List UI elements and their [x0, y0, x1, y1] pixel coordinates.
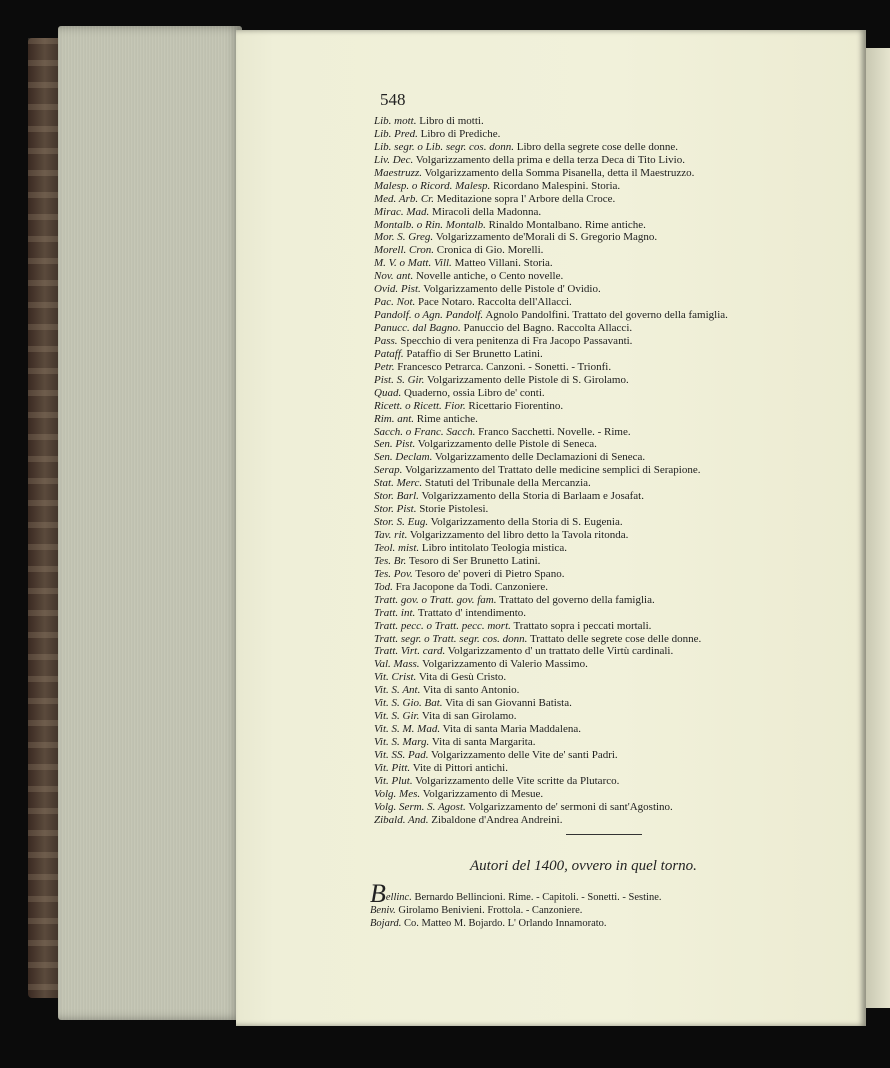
entry-abbreviation: Zibald. And. — [374, 813, 429, 826]
entry-abbreviation: Volg. Mes. — [374, 787, 421, 800]
entry-abbreviation: ellinc. — [385, 892, 412, 903]
entry-text: Vita di Gesù Cristo. — [416, 671, 507, 684]
list-item — [374, 167, 824, 180]
list-item — [370, 879, 830, 908]
list-item — [374, 270, 824, 283]
entry-text: Libro della segrete cose delle donne. — [513, 140, 678, 153]
entry-text: Franco Sacchetti. Novelle. - Rime. — [475, 425, 631, 438]
list-item — [374, 775, 824, 788]
entry-text: Trattato delle segrete cose delle donne. — [527, 632, 702, 645]
list-item — [374, 374, 824, 387]
entry-text: Volgarizzamento de'Morali di S. Gregorio Magno. — [433, 231, 658, 244]
entry-text: Vita di santo Antonio. — [420, 684, 520, 697]
entry-abbreviation: Tes. Br. — [374, 554, 407, 567]
list-item — [374, 335, 824, 348]
entry-text: Fra Jacopone da Todi. Canzoniere. — [392, 580, 548, 593]
list-item — [374, 413, 824, 426]
entry-text: Co. Matteo M. Bojardo. L' Orlando Innamorato. — [401, 918, 607, 929]
list-item — [374, 814, 824, 827]
list-item — [374, 283, 824, 296]
list-item — [374, 529, 824, 542]
entry-text: Volgarizzamento delle Vite scritte da Plutarco. — [412, 774, 620, 787]
entry-abbreviation: Stor. S. Eug. — [374, 516, 429, 529]
entry-abbreviation: Liv. Dec. — [374, 153, 414, 166]
entry-abbreviation: Ovid. Pist. — [374, 283, 421, 296]
entry-abbreviation: Tratt. gov. o Tratt. gov. fam. — [374, 593, 497, 606]
entry-abbreviation: Malesp. o Ricord. Malesp. — [374, 179, 491, 192]
entry-abbreviation: Volg. Serm. S. Agost. — [374, 800, 466, 813]
entry-text: Girolamo Benivieni. Frottola. - Canzoniere. — [395, 905, 583, 916]
entry-abbreviation: Med. Arb. Cr. — [374, 192, 434, 205]
entry-abbreviation: Val. Mass. — [374, 658, 420, 671]
list-item — [374, 438, 824, 451]
entry-text: Volgarizzamento delle Vite de' santi Padri. — [428, 748, 618, 761]
entry-abbreviation: Petr. — [374, 360, 395, 373]
entry-abbreviation: Sen. Declam. — [374, 451, 433, 464]
list-item — [374, 115, 824, 128]
list-item — [374, 257, 824, 270]
entry-abbreviation: Pass. — [374, 334, 398, 347]
entry-text: Ricettario Fiorentino. — [465, 399, 564, 412]
entry-abbreviation: Beniv. — [370, 905, 396, 916]
entry-text: Vita di san Giovanni Batista. — [442, 697, 572, 710]
entry-text: Volgarizzamento d' un trattato delle Virtù cardinali. — [445, 645, 674, 658]
entry-text: Agnolo Pandolfini. Trattato del governo della famiglia. — [483, 309, 728, 322]
entry-text: Pataffio di Ser Brunetto Latini. — [403, 347, 543, 360]
list-item — [374, 594, 824, 607]
entry-abbreviation: Tes. Pov. — [374, 567, 413, 580]
entry-text: Volgarizzamento del Trattato delle medicine semplici di Serapione. — [402, 464, 701, 477]
list-item — [374, 477, 824, 490]
entry-abbreviation: Teol. mist. — [374, 541, 420, 554]
entry-text: Volgarizzamento del libro detto la Tavola ritonda. — [407, 529, 629, 541]
entry-abbreviation: Maestruzz. — [374, 166, 422, 179]
list-item — [374, 348, 824, 361]
entry-text: Trattato sopra i peccati mortali. — [510, 619, 652, 632]
list-item — [374, 723, 824, 736]
entry-text: Novelle antiche, o Cento novelle. — [413, 270, 564, 283]
list-item — [374, 219, 824, 232]
entry-text: Rinaldo Montalbano. Rime antiche. — [485, 218, 646, 231]
entry-abbreviation: Vit. S. Gio. Bat. — [374, 697, 443, 710]
entry-abbreviation: Pac. Not. — [374, 296, 416, 309]
list-item — [374, 361, 824, 374]
entry-abbreviation: Bojard. — [370, 918, 402, 929]
list-item — [374, 154, 824, 167]
list-item — [374, 645, 824, 658]
entry-abbreviation: Mirac. Mad. — [374, 205, 430, 218]
entry-abbreviation: Lib. Pred. — [374, 127, 418, 140]
entry-abbreviation: Vit. Pitt. — [374, 761, 411, 774]
entry-text: Cronica di Gio. Morelli. — [434, 244, 544, 257]
page-edges — [58, 26, 242, 1020]
section-title: Autori del 1400, ovvero in quel torno. — [470, 858, 697, 874]
list-item — [374, 736, 824, 749]
entry-abbreviation: Tratt. pecc. o Tratt. pecc. mort. — [374, 619, 511, 632]
list-item — [374, 490, 824, 503]
entry-text: Volgarizzamento di Mesue. — [420, 787, 544, 800]
drop-cap: B — [370, 879, 386, 908]
entry-text: Quaderno, ossia Libro de' conti. — [401, 386, 545, 399]
list-item — [374, 762, 824, 775]
entry-abbreviation: Stor. Barl. — [374, 490, 419, 503]
list-item — [374, 244, 824, 257]
entry-text: Trattato del governo della famiglia. — [496, 593, 655, 606]
entry-text: Panuccio del Bagno. Raccolta Allacci. — [460, 322, 633, 334]
entry-abbreviation: Panucc. dal Bagno. — [374, 322, 461, 334]
entry-text: Volgarizzamento delle Pistole d' Ovidio. — [420, 283, 601, 296]
entry-abbreviation: Tratt. int. — [374, 606, 416, 619]
entry-text: Vita di san Girolamo. — [419, 710, 517, 723]
list-item — [374, 671, 824, 684]
page-number: 548 — [380, 90, 406, 109]
entry-abbreviation: Vit. S. Ant. — [374, 684, 421, 697]
abbreviation-list — [374, 115, 824, 827]
entry-abbreviation: Pataff. — [374, 347, 404, 360]
list-item — [374, 607, 824, 620]
entry-text: Specchio di vera penitenza di Fra Jacopo Passavanti. — [397, 334, 633, 347]
entry-abbreviation: Vit. Crist. — [374, 671, 417, 684]
list-item — [374, 568, 824, 581]
entry-abbreviation: Lib. segr. o Lib. segr. cos. donn. — [374, 140, 514, 153]
entry-abbreviation: Tav. rit. — [374, 529, 408, 541]
entry-text: Vite di Pittori antichi. — [410, 761, 508, 774]
list-item — [370, 917, 830, 930]
entry-text: Volgarizzamento delle Declamazioni di Seneca. — [432, 451, 646, 464]
entry-abbreviation: Vit. SS. Pad. — [374, 748, 429, 761]
list-item — [370, 904, 830, 917]
entry-abbreviation: Morell. Cron. — [374, 244, 434, 257]
list-item — [374, 309, 824, 322]
entry-text: Volgarizzamento delle Pistole di Seneca. — [415, 438, 597, 451]
entry-text: Tesoro di Ser Brunetto Latini. — [406, 554, 541, 567]
list-item — [374, 464, 824, 477]
list-item — [374, 503, 824, 516]
next-page-edge — [866, 48, 890, 1008]
list-item — [374, 231, 824, 244]
entry-text: Libro intitolato Teologia mistica. — [419, 541, 567, 554]
list-item — [374, 322, 824, 335]
entry-abbreviation: Stor. Pist. — [374, 503, 417, 516]
list-item — [374, 633, 824, 646]
list-item — [374, 128, 824, 141]
entry-abbreviation: Pandolf. o Agn. Pandolf. — [374, 309, 484, 322]
list-item — [374, 141, 824, 154]
entry-text: Meditazione sopra l' Arbore della Croce. — [434, 192, 616, 205]
list-item — [374, 206, 824, 219]
entry-abbreviation: Sen. Pist. — [374, 438, 416, 451]
authors-list — [370, 879, 830, 930]
section-divider — [566, 834, 642, 835]
list-item — [374, 801, 824, 814]
list-item — [374, 387, 824, 400]
entry-abbreviation: Vit. S. M. Mad. — [374, 723, 441, 736]
entry-abbreviation: Nov. ant. — [374, 270, 414, 283]
entry-abbreviation: Mor. S. Greg. — [374, 231, 434, 244]
list-item — [374, 788, 824, 801]
entry-abbreviation: Stat. Merc. — [374, 477, 423, 490]
entry-abbreviation: Quad. — [374, 386, 402, 399]
list-item — [374, 697, 824, 710]
list-item — [374, 555, 824, 568]
entry-text: Pace Notaro. Raccolta dell'Allacci. — [415, 296, 572, 309]
entry-text: Volgarizzamento delle Pistole di S. Girolamo. — [424, 373, 629, 386]
entry-abbreviation: Vit. Plut. — [374, 774, 413, 787]
entry-text: Bernardo Bellincioni. Rime. - Capitoli. - Sonetti. - Sestine. — [411, 892, 662, 903]
entry-text: Ricordano Malespini. Storia. — [490, 179, 621, 192]
entry-text: Miracoli della Madonna. — [429, 205, 542, 218]
entry-text: Volgarizzamento di Valerio Massimo. — [419, 658, 588, 671]
list-item — [374, 749, 824, 762]
list-item — [374, 710, 824, 723]
entry-abbreviation: Montalb. o Rin. Montalb. — [374, 218, 486, 231]
entry-text: Volgarizzamento della Storia di Barlaam e Josafat. — [418, 490, 644, 503]
entry-text: Storie Pistolesi. — [416, 503, 489, 516]
entry-abbreviation: Pist. S. Gir. — [374, 373, 425, 386]
entry-abbreviation: Tratt. Virt. card. — [374, 645, 446, 658]
list-item — [374, 426, 824, 439]
entry-text: Libro di motti. — [416, 115, 484, 127]
entry-text: Vita di santa Maria Maddalena. — [440, 723, 581, 736]
entry-abbreviation: Serap. — [374, 464, 403, 477]
list-item — [374, 193, 824, 206]
entry-text: Vita di santa Margarita. — [429, 736, 536, 748]
entry-text: Trattato d' intendimento. — [415, 606, 527, 619]
entry-text: Matteo Villani. Storia. — [451, 257, 553, 270]
entry-abbreviation: Tod. — [374, 580, 393, 593]
entry-text: Volgarizzamento della prima e della terza Deca di Tito Livio. — [413, 153, 685, 166]
entry-abbreviation: M. V. o Matt. Vill. — [374, 257, 452, 270]
entry-text: Volgarizzamento della Storia di S. Eugenia. — [428, 516, 623, 529]
entry-abbreviation: Tratt. segr. o Tratt. segr. cos. donn. — [374, 632, 528, 645]
entry-text: Francesco Petrarca. Canzoni. - Sonetti. - Trionfi. — [394, 360, 612, 373]
list-item — [374, 542, 824, 555]
list-item — [374, 658, 824, 671]
list-item — [374, 451, 824, 464]
entry-abbreviation: Rim. ant. — [374, 412, 415, 425]
entry-text: Zibaldone d'Andrea Andreini. — [428, 813, 563, 826]
entry-abbreviation: Ricett. o Ricett. Fior. — [374, 399, 466, 412]
list-item — [374, 684, 824, 697]
entry-abbreviation: Vit. S. Gir. — [374, 710, 420, 723]
entry-text: Libro di Prediche. — [417, 127, 501, 140]
entry-abbreviation: Lib. mott. — [374, 115, 417, 127]
list-item — [374, 400, 824, 413]
list-item — [374, 516, 824, 529]
entry-text: Statuti del Tribunale della Mercanzia. — [422, 477, 591, 490]
entry-text: Rime antiche. — [414, 412, 478, 425]
list-item — [374, 581, 824, 594]
entry-text: Volgarizzamento de' sermoni di sant'Agostino. — [465, 800, 673, 813]
entry-abbreviation: Sacch. o Franc. Sacch. — [374, 425, 476, 438]
list-item — [374, 296, 824, 309]
entry-text: Volgarizzamento della Somma Pisanella, detta il Maestruzzo. — [421, 166, 695, 179]
list-item — [374, 620, 824, 633]
entry-text: Tesoro de' poveri di Pietro Spano. — [412, 567, 565, 580]
entry-abbreviation: Vit. S. Marg. — [374, 736, 430, 748]
list-item — [374, 180, 824, 193]
